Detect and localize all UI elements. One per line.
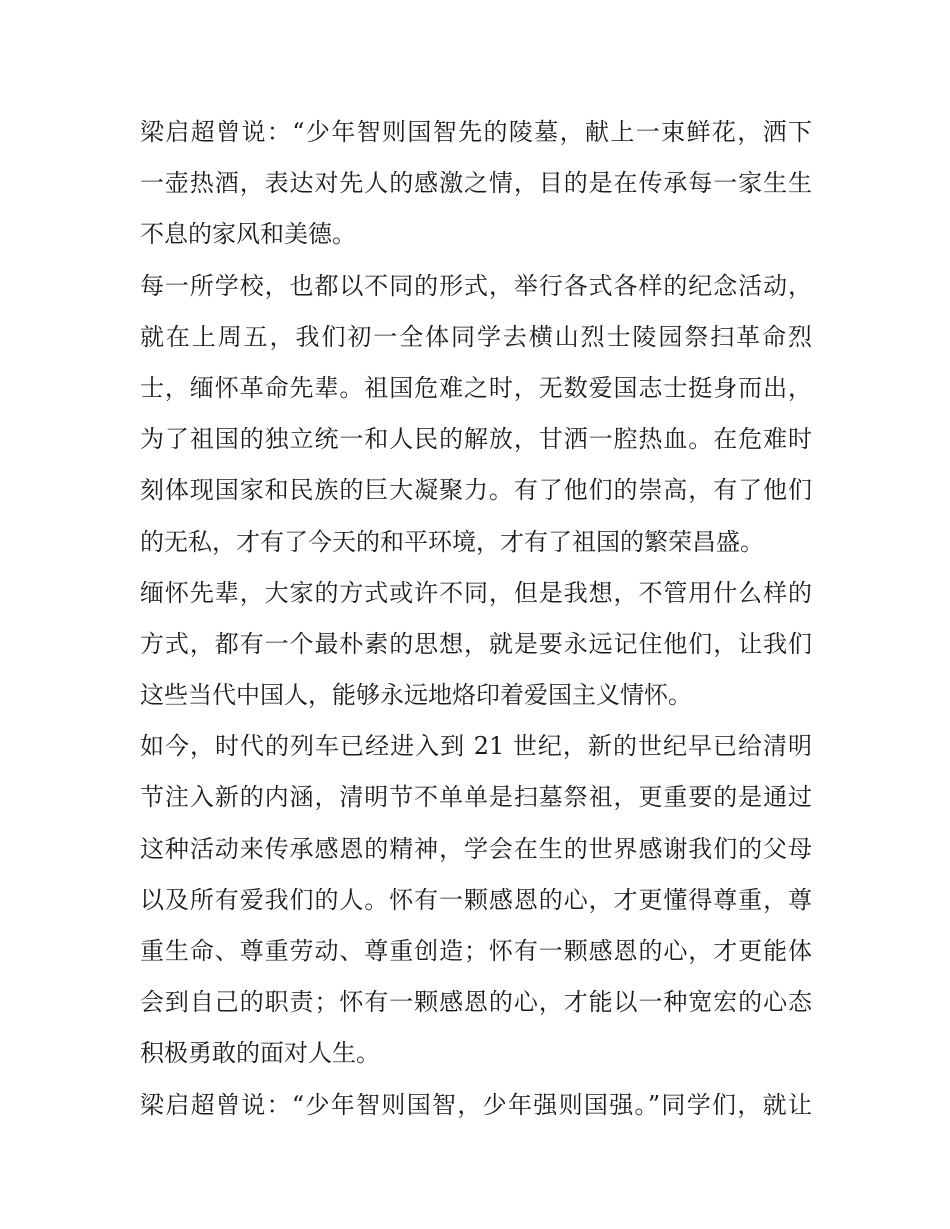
text-line: 缅怀先辈，大家的方式或许不同，但是我想，不管用什么样的 (140, 578, 812, 607)
paragraph-3 (140, 568, 812, 722)
text-line: 这种活动来传承感恩的精神，学会在生的世界感谢我们的父母 (140, 834, 812, 863)
text-line: 每一所学校，也都以不同的形式，举行各式各样的纪念活动， (140, 271, 812, 300)
text-line: 如今，时代的列车已经进入到 21 世纪，新的世纪早已给清明 (140, 732, 812, 761)
paragraph-4 (140, 721, 812, 1079)
text-line: 为了祖国的独立统一和人民的解放，甘洒一腔热血。在危难时 (140, 425, 812, 454)
text-line: 士，缅怀革命先辈。祖国危难之时，无数爱国志士挺身而出， (140, 373, 812, 402)
text-line: 以及所有爱我们的人。怀有一颗感恩的心，才更懂得尊重，尊 (140, 885, 812, 914)
paragraph-1 (140, 107, 812, 261)
text-line: 会到自己的职责；怀有一颗感恩的心，才能以一种宽宏的心态 (140, 988, 812, 1017)
text-line: 重生命、尊重劳动、尊重创造；怀有一颗感恩的心，才更能体 (140, 937, 812, 965)
text-line: 梁启超曾说：“少年智则国智先的陵墓，献上一束鲜花，洒下 (140, 118, 812, 146)
text-line: 一壶热酒，表达对先人的感激之情，目的是在传承每一家生生 (140, 169, 812, 198)
paragraph-5 (140, 1080, 812, 1131)
text-line: 积极勇敢的面对人生。 (140, 1039, 380, 1068)
text-line: 的无私，才有了今天的和平环境，才有了祖国的繁荣昌盛。 (140, 527, 764, 556)
text-line: 不息的家风和美德。 (140, 220, 356, 249)
text-line: 节注入新的内涵，清明节不单单是扫墓祭祖，更重要的是通过 (140, 783, 812, 812)
text-line: 就在上周五，我们初一全体同学去横山烈士陵园祭扫革命烈 (140, 322, 812, 351)
document-body (140, 107, 812, 1131)
text-line: 这些当代中国人，能够永远地烙印着爱国主义情怀。 (140, 681, 692, 710)
text-line: 梁启超曾说：“少年智则国智，少年强则国强。”同学们，就让 (140, 1090, 812, 1119)
text-line: 刻体现国家和民族的巨大凝聚力。有了他们的崇高，有了他们 (140, 476, 812, 505)
text-line: 方式，都有一个最朴素的思想，就是要永远记住他们，让我们 (140, 629, 812, 658)
paragraph-2 (140, 261, 812, 568)
